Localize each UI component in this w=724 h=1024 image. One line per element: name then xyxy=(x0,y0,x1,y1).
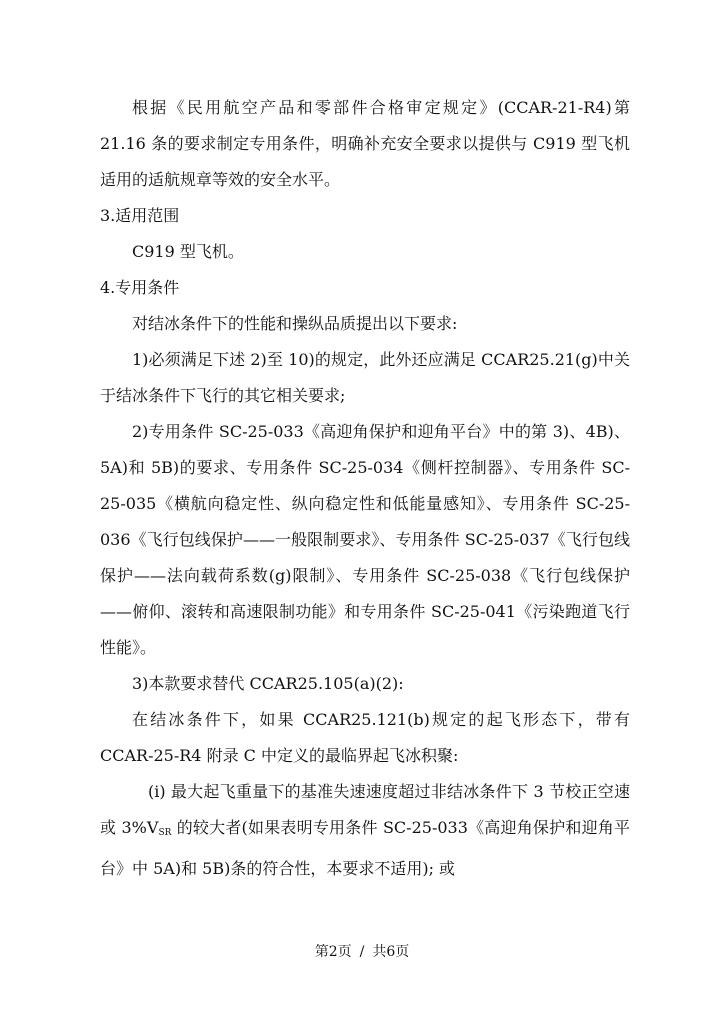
page-number: 第2页 xyxy=(314,944,352,960)
paragraph-item-3: 3)本款要求替代 CCAR25.105(a)(2): xyxy=(132,674,404,693)
paragraph-icing-condition: 在结冰条件下，如果 CCAR25.121(b)规定的起飞形态下，带有 CCAR-25-R4 附录 C 中定义的最临界起飞冰积聚: xyxy=(100,710,630,765)
paragraph-intro: 对结冰条件下的性能和操纵品质提出以下要求: xyxy=(132,314,458,333)
section-heading-special-conditions: 4.专用条件 xyxy=(100,278,180,297)
item-i-text-a: (i) 最大起飞重量下的基准失速速度超过非结冰条件下 3 节校正空速或 3%V xyxy=(100,782,630,837)
document-body xyxy=(100,90,630,887)
item-i-text-b: 的较大者(如果表明专用条件 SC-25-033《高迎角保护和迎角平台》中 5A)和 5B)条的符合性，本要求不适用); 或 xyxy=(100,818,630,878)
paragraph-scope: C919 型飞机。 xyxy=(132,242,244,261)
paragraph-item-2: 2)专用条件 SC-25-033《高迎角保护和迎角平台》中的第 3)、4B)、5A)和 5B)的要求、专用条件 SC-25-034《侧杆控制器》、专用条件 SC-25-035《横航向稳定性、纵向稳定性和低能量感知》、专用条件 SC-25-036《飞行包线保护——一般限制要求》、专用条件 SC-25-037《飞行包线保护——法向载荷系数(g)限制》、专用条件 SC-25-038《飞行包线保护——俯仰、滚转和高速限制功能》和专用条件 SC-25-041《污染跑道飞行性能》。 xyxy=(100,422,630,657)
page-total: 共6页 xyxy=(372,944,410,960)
page-footer xyxy=(0,942,724,962)
paragraph-basis: 根据《民用航空产品和零部件合格审定规定》(CCAR-21-R4)第 21.16 条的要求制定专用条件，明确补充安全要求以提供与 C919 型飞机适用的适航规章等效的安全水平。 xyxy=(100,98,630,189)
section-heading-scope: 3.适用范围 xyxy=(100,206,180,225)
paragraph-item-i xyxy=(100,774,630,887)
paragraph-item-1: 1)必须满足下述 2)至 10)的规定，此外还应满足 CCAR25.21(g)中关于结冰条件下飞行的其它相关要求; xyxy=(100,350,630,405)
page-separator: / xyxy=(359,944,365,960)
item-i-subscript: SR xyxy=(158,828,172,838)
